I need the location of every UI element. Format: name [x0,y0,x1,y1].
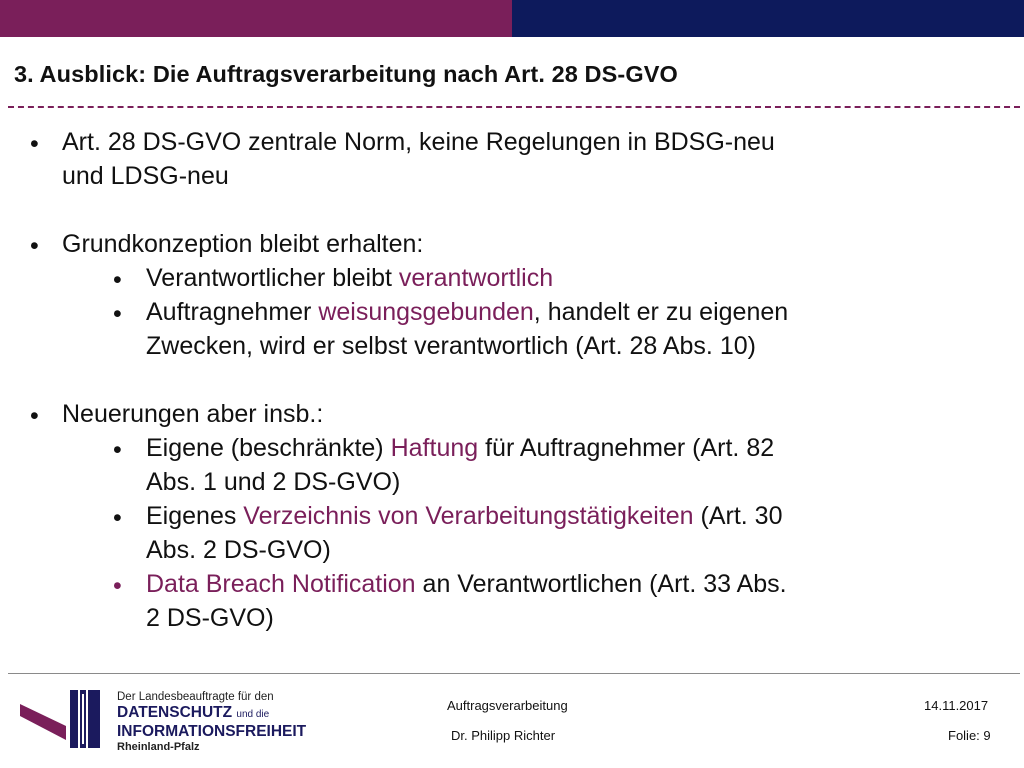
sub-item-text: , handelt er zu eigenen [533,298,789,326]
paragraph-3-heading: Neuerungen aber insb.: [62,400,324,428]
organization-name [117,690,306,754]
sub-bullet-icon-highlighted: • [113,572,122,600]
sub-item-breach [146,567,787,601]
bullet-icon: • [30,232,39,260]
sub-item-text: Auftragnehmer [146,298,319,326]
footer-author: Dr. Philipp Richter [451,728,556,743]
sub-item-breach-line-2: 2 DS-GVO) [146,604,274,632]
footer-date: 14.11.2017 [924,698,989,713]
sub-item-contractor-line-2: Zwecken, wird er selbst verantwortlich (Art. 28 Abs. 10) [146,332,756,360]
top-bar-navy-segment [512,0,1024,37]
highlight-weisungsgebunden: weisungsgebunden [318,298,534,326]
organization-logo-icon [20,688,110,750]
paragraph-1-line-1: Art. 28 DS-GVO zentrale Norm, keine Regelungen in BDSG-neu [62,128,775,156]
sub-item-liability-line-2: Abs. 1 und 2 DS-GVO) [146,468,401,496]
paragraph-1-line-2: und LDSG-neu [62,162,229,190]
sub-bullet-icon: • [113,504,122,532]
sub-item-liability [146,431,774,465]
sub-item-register-line-2: Abs. 2 DS-GVO) [146,536,331,564]
org-und-die: und die [236,709,270,720]
sub-item-register [146,499,783,533]
footer-slide-number: Folie: 9 [948,728,991,743]
sub-item-text: Eigenes [146,502,244,530]
org-region: Rheinland-Pfalz [117,741,200,753]
highlight-verzeichnis: Verzeichnis von Verarbeitungstätigkeiten [243,502,694,530]
sub-item-text: an Verantwortlichen (Art. 33 Abs. [415,570,787,598]
highlight-haftung: Haftung [390,434,479,462]
org-line-3: INFORMATIONSFREIHEIT [117,723,307,740]
org-line-2 [117,704,306,723]
sub-item-contractor [146,295,788,329]
sub-item-text: für Auftragnehmer (Art. 82 [478,434,775,462]
paragraph-2-heading: Grundkonzeption bleibt erhalten: [62,230,424,258]
footer-divider [8,673,1020,674]
org-line-1: Der Landesbeauftragte für den [117,691,274,703]
org-datenschutz: DATENSCHUTZ [117,704,233,721]
sub-item-text: (Art. 30 [693,502,783,530]
slide-title: 3. Ausblick: Die Auftragsverarbeitung nach Art. 28 DS-GVO [14,61,678,87]
sub-item-text: Eigene (beschränkte) [146,434,391,462]
sub-item-text: Verantwortlicher bleibt [146,264,399,292]
top-bar-accent-segment [0,0,512,37]
bullet-icon: • [30,402,39,430]
sub-bullet-icon: • [113,300,122,328]
sub-bullet-icon: • [113,436,122,464]
highlight-data-breach: Data Breach Notification [146,570,416,598]
footer-topic: Auftragsverarbeitung [447,698,568,713]
sub-item-responsible [146,261,553,295]
bullet-icon: • [30,130,39,158]
sub-bullet-icon: • [113,266,122,294]
top-color-bar [0,0,1024,37]
title-divider [8,106,1020,108]
highlight-verantwortlich: verantwortlich [398,264,554,292]
